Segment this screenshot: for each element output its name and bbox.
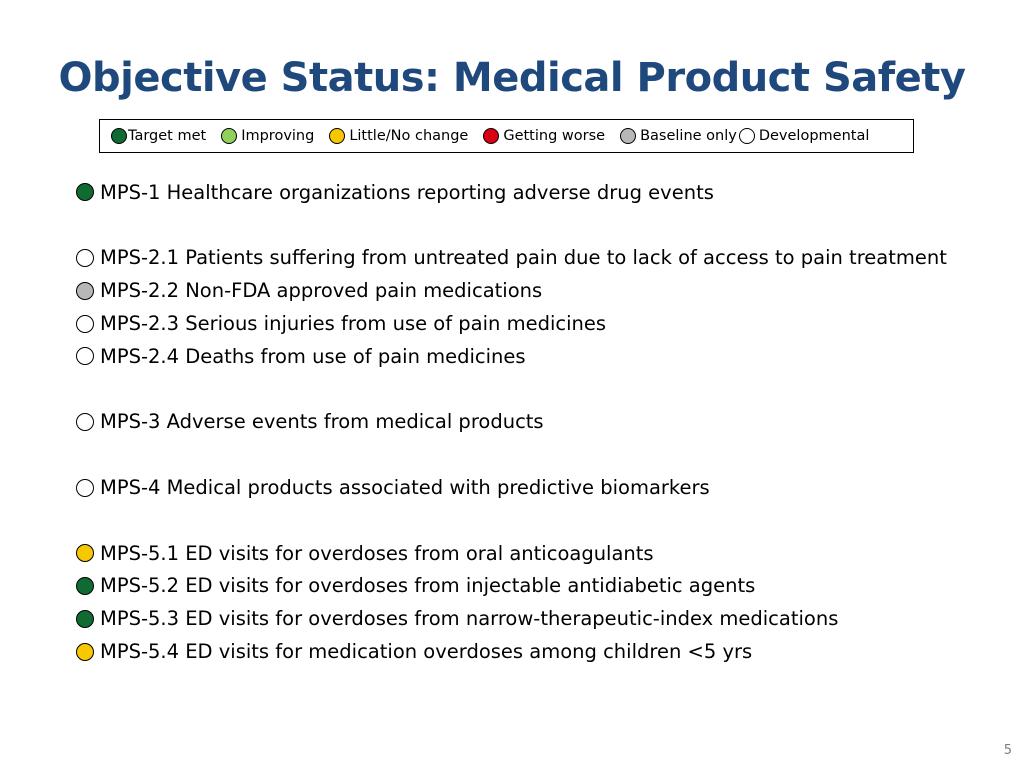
legend-item-target-met — [111, 128, 206, 144]
objective-text: MPS-2.1 Patients suffering from untreated pain due to lack of access to pain treatment — [100, 246, 947, 270]
objective-row-mps-2-4 — [76, 340, 1006, 373]
objective-row-mps-1 — [76, 176, 1006, 209]
status-circle-icon — [76, 282, 94, 300]
objective-row-mps-2-2 — [76, 274, 1006, 307]
objective-row-mps-4 — [76, 471, 1006, 504]
status-circle-icon — [76, 643, 94, 661]
objective-row-mps-3 — [76, 406, 1006, 439]
objective-text: MPS-2.4 Deaths from use of pain medicines — [100, 344, 526, 368]
objective-text: MPS-4 Medical products associated with predictive biomarkers — [100, 476, 710, 500]
objective-text: MPS-1 Healthcare organizations reporting adverse drug events — [100, 180, 714, 204]
objective-row-mps-5-2 — [76, 570, 1006, 603]
objective-row-mps-2-1 — [76, 242, 1006, 275]
status-circle-icon — [76, 347, 94, 365]
objective-text: MPS-2.3 Serious injuries from use of pain medicines — [100, 312, 607, 336]
getting-worse-circle-icon — [483, 128, 499, 144]
improving-circle-icon — [221, 128, 237, 144]
objective-row-mps-5-3 — [76, 602, 1006, 635]
status-circle-icon — [76, 315, 94, 333]
objective-list — [76, 176, 1006, 668]
objective-row-mps-5-4 — [76, 635, 1006, 668]
status-circle-icon — [76, 610, 94, 628]
target-met-circle-icon — [111, 128, 127, 144]
legend-label: Developmental — [758, 128, 870, 144]
status-circle-icon — [76, 544, 94, 562]
page-title: Objective Status: Medical Product Safety — [58, 55, 966, 101]
objective-row-mps-5-1 — [76, 537, 1006, 570]
legend-item-baseline-only — [620, 128, 737, 144]
legend-label: Getting worse — [503, 128, 606, 144]
legend-label: Little/No change — [349, 128, 469, 144]
objective-text: MPS-5.2 ED visits for overdoses from injectable antidiabetic agents — [100, 574, 756, 598]
little-no-change-circle-icon — [329, 128, 345, 144]
objective-row-mps-2-3 — [76, 307, 1006, 340]
status-circle-icon — [76, 183, 94, 201]
legend-item-improving — [221, 128, 314, 144]
developmental-circle-icon — [739, 128, 755, 144]
objective-text: MPS-3 Adverse events from medical products — [100, 410, 544, 434]
objective-text: MPS-5.4 ED visits for medication overdoses among children <5 yrs — [100, 640, 753, 664]
objective-text: MPS-5.3 ED visits for overdoses from narrow-therapeutic-index medications — [100, 607, 839, 631]
legend-item-little-no-change — [329, 128, 468, 144]
legend-label: Target met — [128, 128, 207, 144]
page-number: 5 — [1003, 743, 1012, 758]
status-circle-icon — [76, 479, 94, 497]
objective-text: MPS-2.2 Non-FDA approved pain medications — [100, 279, 543, 303]
status-circle-icon — [76, 413, 94, 431]
status-circle-icon — [76, 249, 94, 267]
status-circle-icon — [76, 577, 94, 595]
baseline-only-circle-icon — [620, 128, 636, 144]
legend-item-developmental — [739, 128, 870, 144]
legend-label: Improving — [241, 128, 315, 144]
legend-item-getting-worse — [483, 128, 605, 144]
legend-label: Baseline only — [640, 128, 737, 144]
status-legend — [99, 119, 914, 153]
objective-text: MPS-5.1 ED visits for overdoses from oral anticoagulants — [100, 541, 654, 565]
